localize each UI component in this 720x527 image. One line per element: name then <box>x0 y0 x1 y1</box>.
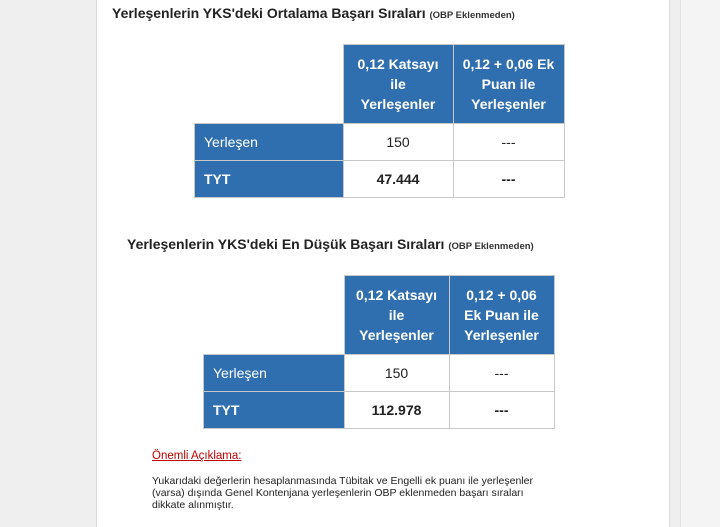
note-line: Yukarıdaki değerlerin hesaplanmasında Tübitak ve Engelli ek puanı ile yerleşenler <box>152 475 533 487</box>
row-label: Yerleşen <box>195 124 344 161</box>
value-cell: --- <box>453 124 564 161</box>
table-row <box>195 161 565 198</box>
value-cell: 47.444 <box>343 161 453 198</box>
table-row <box>195 124 565 161</box>
section2-title: Yerleşenlerin YKS'deki En Düşük Başarı Sıraları <box>127 236 445 252</box>
note-text <box>152 475 622 511</box>
value-cell: --- <box>449 392 554 429</box>
section1-title: Yerleşenlerin YKS'deki Ortalama Başarı Sıraları <box>112 5 426 21</box>
section2-col2-header: 0,12 + 0,06 Ek Puan ile Yerleşenler <box>449 276 554 355</box>
section1-subtitle: (OBP Eklenmeden) <box>429 10 515 21</box>
section1-heading <box>112 5 515 21</box>
note-line: dikkate alınmıştır. <box>152 499 234 511</box>
section2-col1-header: 0,12 Katsayı ile Yerleşenler <box>344 276 449 355</box>
value-cell: --- <box>453 161 564 198</box>
table-row <box>204 392 555 429</box>
value-cell: 112.978 <box>344 392 449 429</box>
table-row <box>204 355 555 392</box>
section1-col1-header: 0,12 Katsayı ile Yerleşenler <box>343 45 453 124</box>
section1-col2-header: 0,12 + 0,06 Ek Puan ile Yerleşenler <box>453 45 564 124</box>
note-line: (varsa) dışında Genel Kontenjana yerleşenlerin OBP eklenmeden başarı sıraları <box>152 487 524 499</box>
right-sidebar <box>680 0 720 527</box>
section2-table <box>203 275 555 429</box>
value-cell: 150 <box>344 355 449 392</box>
section2-heading <box>127 236 534 252</box>
row-label: TYT <box>204 392 345 429</box>
value-cell: --- <box>449 355 554 392</box>
row-label: TYT <box>195 161 344 198</box>
note-title: Önemli Açıklama: <box>152 450 242 462</box>
section1-table <box>194 44 565 198</box>
row-label: Yerleşen <box>204 355 345 392</box>
section2-subtitle: (OBP Eklenmeden) <box>448 241 534 252</box>
value-cell: 150 <box>343 124 453 161</box>
